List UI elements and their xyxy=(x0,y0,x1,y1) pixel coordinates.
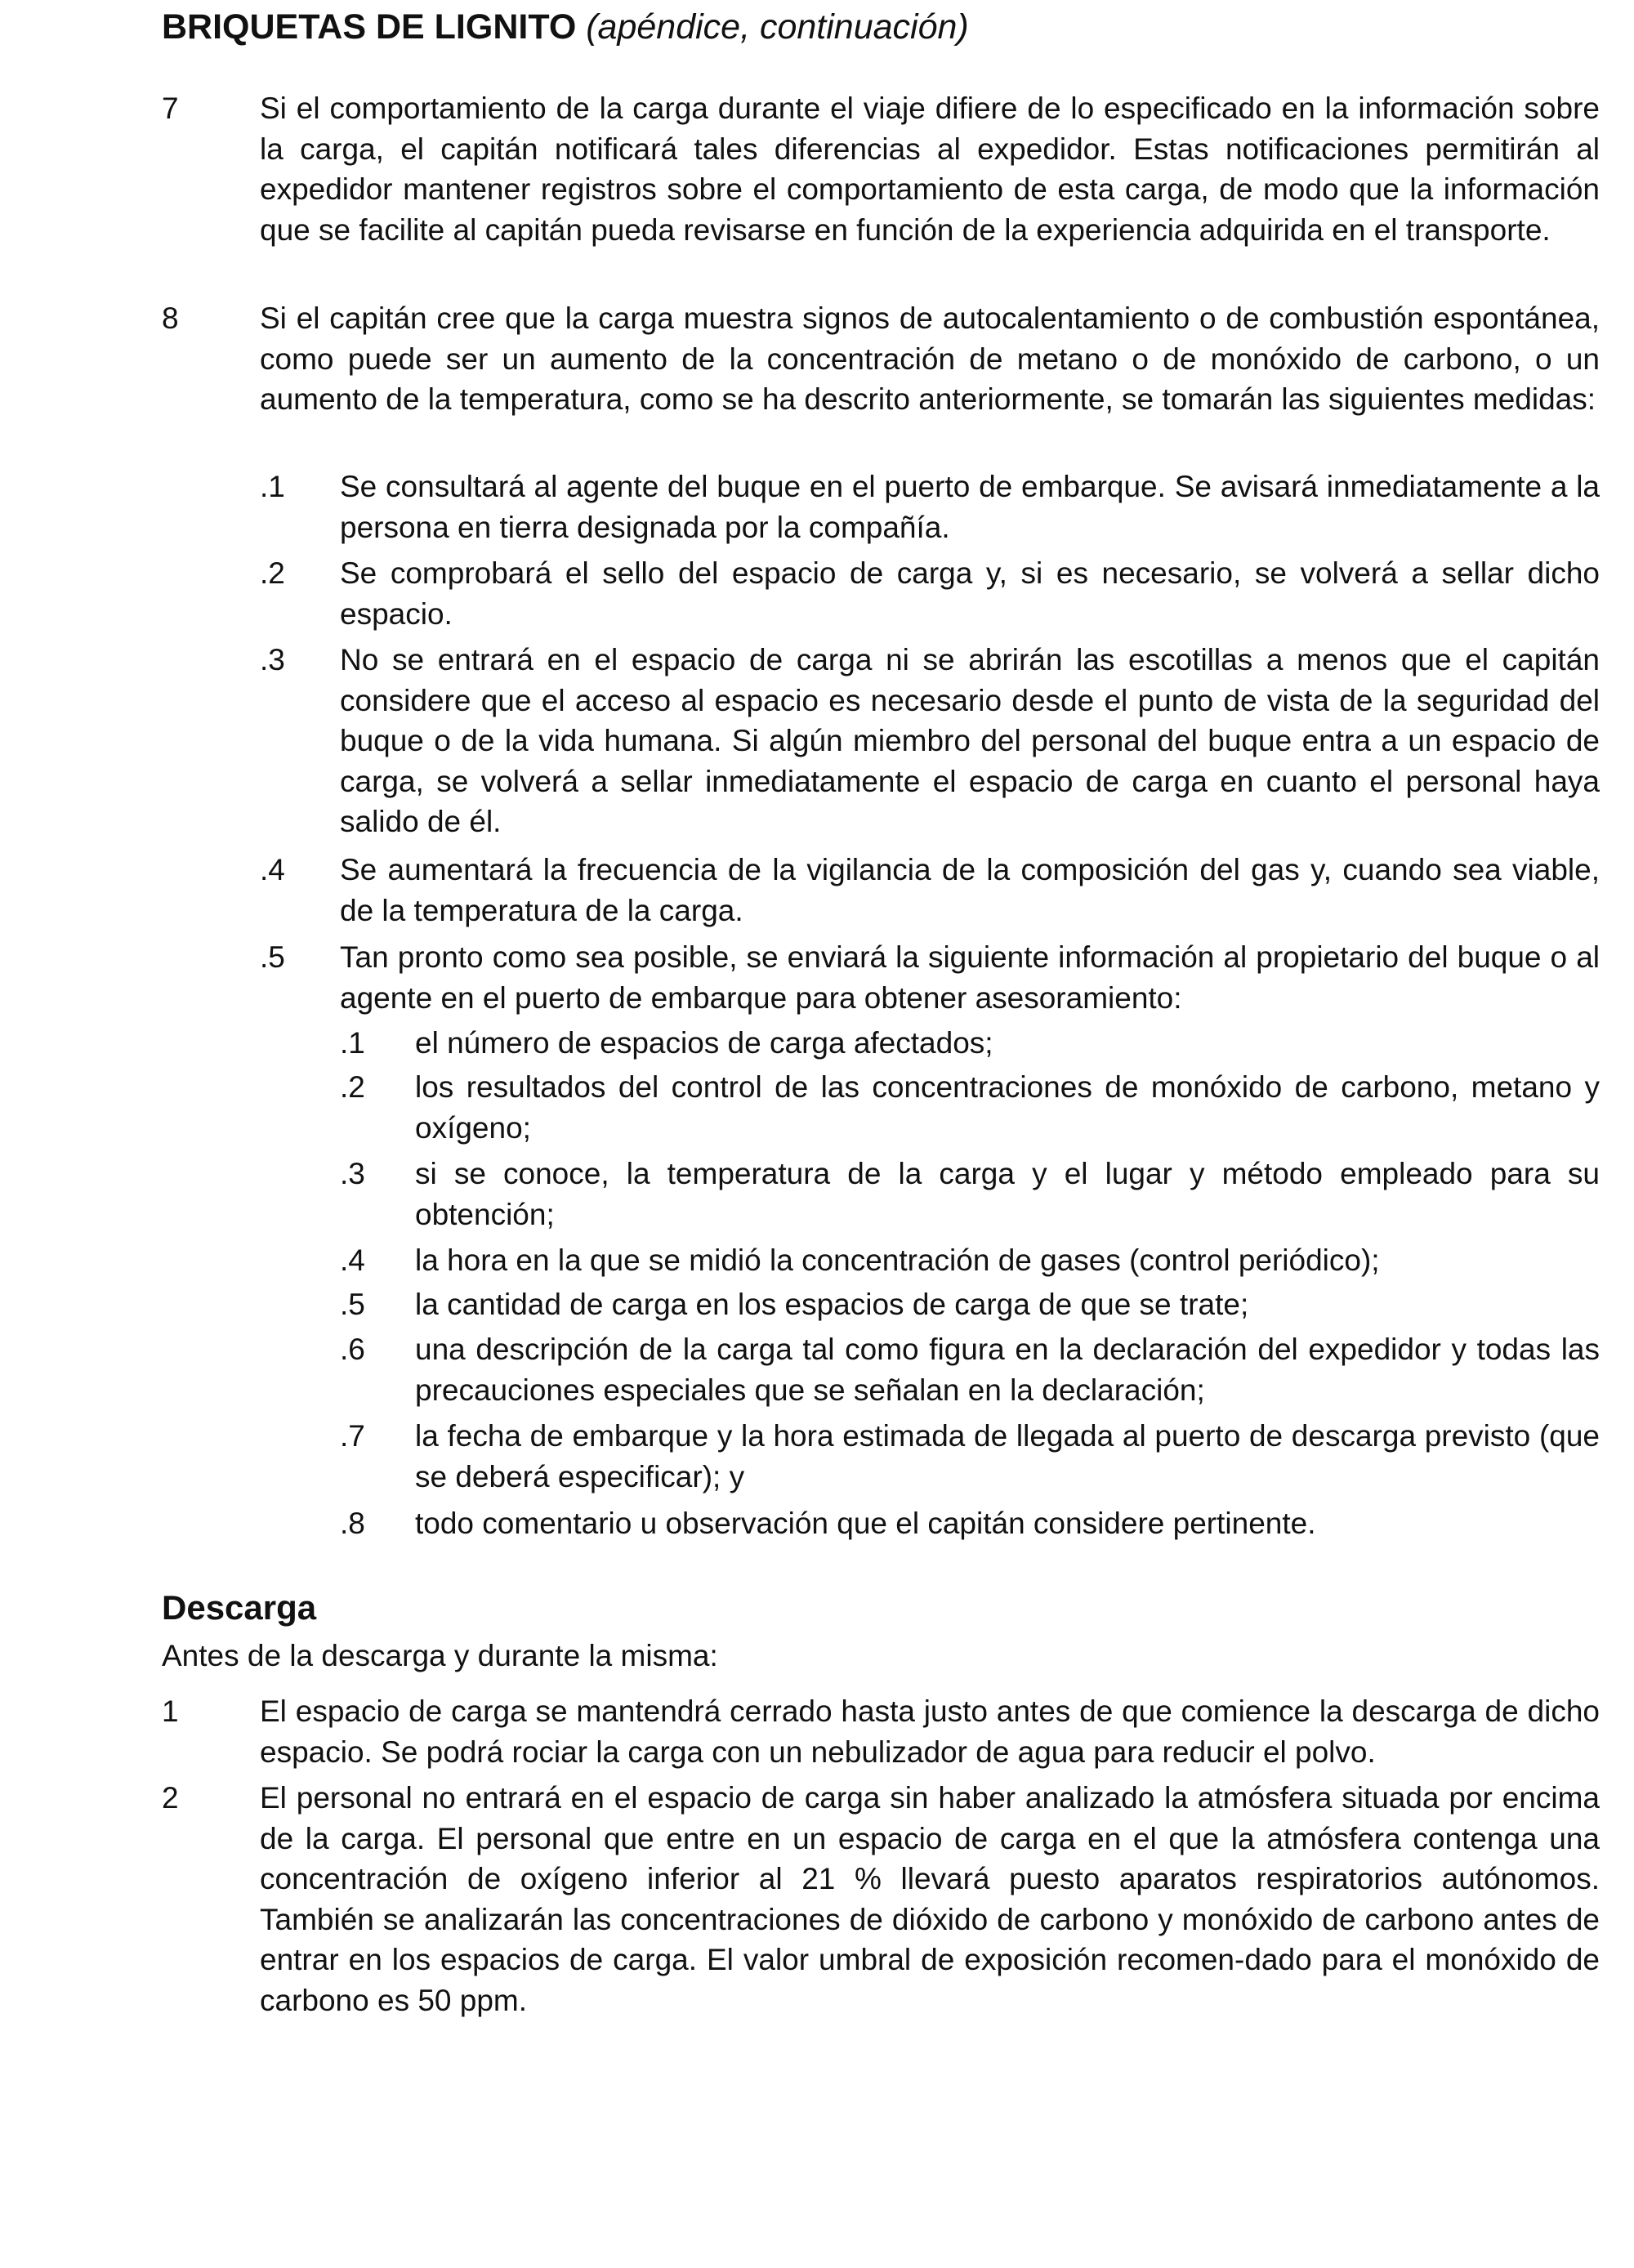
sub-sub-item-number: .6 xyxy=(340,1333,365,1366)
title-italic: (apéndice, continuación) xyxy=(586,7,969,47)
sub-sub-item-text: la hora en la que se midió la concentración de gases (control periódico); xyxy=(415,1243,1380,1277)
item-number: 2 xyxy=(162,1781,179,1815)
sub-item-text: Se aumentará la frecuencia de la vigilancia de la composición del gas y, cuando sea viable, de la temperatura de la carga. xyxy=(340,853,1600,927)
sub-item-number: .2 xyxy=(260,556,285,590)
sub-item-number: .3 xyxy=(260,643,285,676)
sub-item-text: Se consultará al agente del buque en el puerto de embarque. Se avisará inmediatamente a la persona en tierra designada por la compañía. xyxy=(340,470,1600,544)
sub-sub-item-number: .5 xyxy=(340,1288,365,1321)
item-number: 1 xyxy=(162,1694,179,1728)
sub-sub-item-text: todo comentario u observación que el capitán considere pertinente. xyxy=(415,1507,1316,1540)
sub-sub-item-number: .3 xyxy=(340,1157,365,1190)
item-text: El personal no entrará en el espacio de carga sin haber analizado la atmósfera situada por encima de la carga. El personal que entre en un espacio de carga en el que la atmósfera contenga una concentración de oxígeno inferior al 21 % llevará puesto aparatos respiratorios autónomos. También se analizarán las concentraciones de dióxido de carbono y monóxido de carbono antes de entrar en los espacios de carga. El valor umbral de exposición recomen-dado para el monóxido de carbono es 50 ppm. xyxy=(260,1781,1600,2017)
sub-sub-item-text: la cantidad de carga en los espacios de carga de que se trate; xyxy=(415,1288,1249,1321)
sub-sub-item-text: la fecha de embarque y la hora estimada de llegada al puerto de descarga previsto (que se deberá especificar); y xyxy=(415,1419,1600,1493)
sub-sub-item-number: .2 xyxy=(340,1070,365,1104)
sub-sub-item-number: .7 xyxy=(340,1419,365,1453)
sub-item-text: Tan pronto como sea posible, se enviará la siguiente información al propietario del buque o al agente en el puerto de embarque para obtener asesoramiento: xyxy=(340,940,1600,1015)
sub-item-number: .4 xyxy=(260,853,285,886)
sub-item-number: .5 xyxy=(260,940,285,974)
sub-item-number: .1 xyxy=(260,470,285,503)
item-text: El espacio de carga se mantendrá cerrado hasta justo antes de que comience la descarga de dicho espacio. Se podrá rociar la carga con un nebulizador de agua para reducir el polvo. xyxy=(260,1694,1600,1769)
sub-sub-item-number: .8 xyxy=(340,1507,365,1540)
section-intro: Antes de la descarga y durante la misma: xyxy=(162,1639,718,1672)
sub-sub-item-text: los resultados del control de las concentraciones de monóxido de carbono, metano y oxígeno; xyxy=(415,1070,1600,1145)
sub-sub-item-number: .4 xyxy=(340,1243,365,1277)
sub-item-text: Se comprobará el sello del espacio de carga y, si es necesario, se volverá a sellar dicho espacio. xyxy=(340,556,1600,631)
page-title xyxy=(162,7,969,47)
section-heading: Descarga xyxy=(162,1588,317,1627)
sub-item-text: No se entrará en el espacio de carga ni se abrirán las escotillas a menos que el capitán considere que el acceso al espacio es necesario desde el punto de vista de la seguridad del buque o de la vida humana. Si algún miembro del personal del buque entra a un espacio de carga, se volverá a sellar inmediatamente el espacio de carga en cuanto el personal haya salido de él. xyxy=(340,643,1600,838)
item-number: 8 xyxy=(162,301,179,335)
sub-sub-item-number: .1 xyxy=(340,1026,365,1060)
item-text: Si el comportamiento de la carga durante el viaje difiere de lo especificado en la información sobre la carga, el capitán notificará tales diferencias al expedidor. Estas notificaciones permitirán al expedidor mantener registros sobre el comportamiento de esta carga, de modo que la información que se facilite al capitán pueda revisarse en función de la experiencia adquirida en el transporte. xyxy=(260,92,1600,247)
sub-sub-item-text: una descripción de la carga tal como figura en la declaración del expedidor y todas las precauciones especiales que se señalan en la declaración; xyxy=(415,1333,1600,1407)
title-bold: BRIQUETAS DE LIGNITO xyxy=(162,7,577,47)
sub-sub-item-text: si se conoce, la temperatura de la carga y el lugar y método empleado para su obtención; xyxy=(415,1157,1600,1231)
item-text: Si el capitán cree que la carga muestra signos de autocalentamiento o de combustión espontánea, como puede ser un aumento de la concentración de metano o de monóxido de carbono, o un aumento de la temperatura, como se ha descrito anteriormente, se tomarán las siguientes medidas: xyxy=(260,301,1600,416)
item-number: 7 xyxy=(162,92,179,125)
sub-sub-item-text: el número de espacios de carga afectados; xyxy=(415,1026,993,1060)
